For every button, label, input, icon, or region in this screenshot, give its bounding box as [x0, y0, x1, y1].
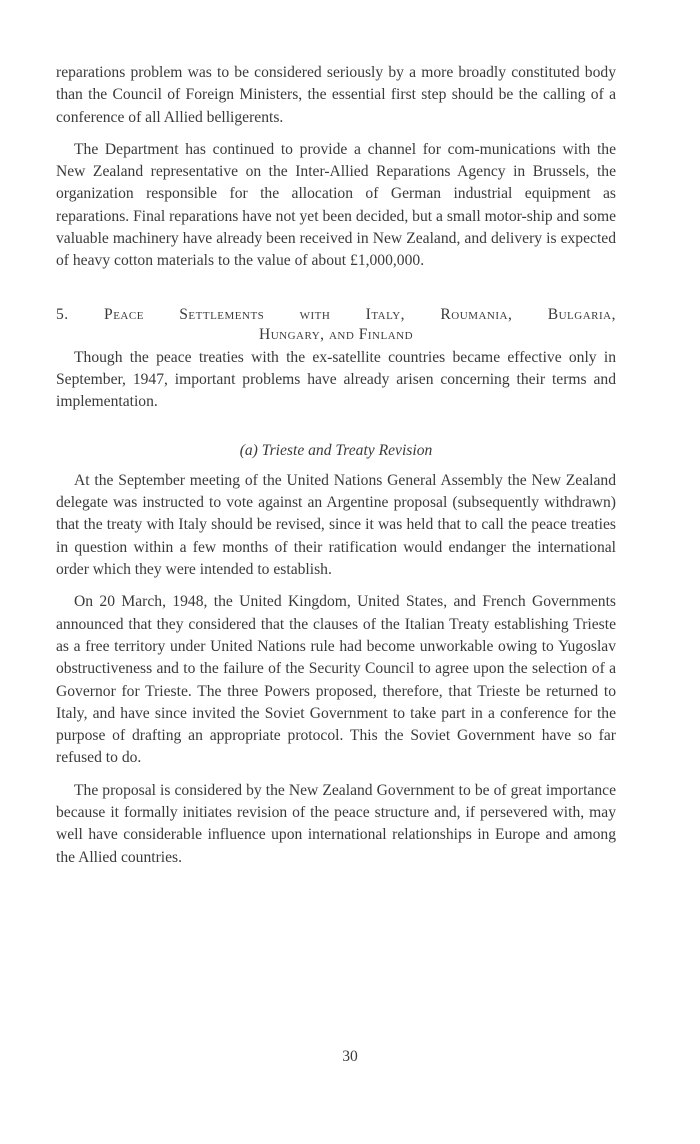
- section-title-line1: Peace Settlements with Italy, Roumania, Bulgaria,: [104, 305, 616, 323]
- section-number: 5.: [56, 305, 69, 323]
- paragraph-reparations-continued: reparations problem was to be considered seriously by a more broadly constituted body than the Council of Foreign Ministers, the essential first step should be the calling of a conference of all Allied belligerents.: [56, 64, 616, 126]
- paragraph-september-meeting: At the September meeting of the United Nations General Assembly the New Zealand delegate was instructed to vote against an Argentine proposal (subsequently withdrawn) that the treaty with Italy should be revised, since it was held that to call the peace treaties in question within a few months of their ratification would endanger the international order which they were intended to establish.: [56, 471, 616, 579]
- subsection-heading: [56, 440, 616, 462]
- paragraph-department-channel: The Department has continued to provide a channel for com-munications with the New Zealand representative on the Inter-Allied Reparations Agency in Brussels, the organization responsible for the allocation of German industrial equipment as reparations. Final reparations have not yet been decided, but a small motor-ship and some valuable machinery have already been received in New Zealand, and delivery is expected of heavy cotton materials to the value of about £1,000,000.: [56, 140, 616, 270]
- subsection-label: (a): [239, 441, 258, 459]
- section-title-line2: Hungary, and Finland: [258, 325, 414, 343]
- paragraph-march-announcement: On 20 March, 1948, the United Kingdom, United States, and French Governments announced that they considered that the clauses of the Italian Treaty establishing Trieste as a free territory under United Nations rule had become unworkable owing to Yugoslav obstructiveness and to the failure of the Security Council to agree upon the selection of a Governor for Trieste. The three Powers proposed, therefore, that Trieste be returned to Italy, and have since invited the Soviet Government to take part in a conference for the purpose of drafting an appropriate protocol. This the Soviet Government have so far refused to do.: [56, 593, 616, 767]
- document-page: [56, 62, 616, 869]
- subsection-title: Trieste and Treaty Revision: [261, 441, 433, 459]
- paragraph-section-intro: Though the peace treaties with the ex-satellite countries became effective only in September, 1947, important problems have already arisen concerning their terms and implementation.: [56, 348, 616, 411]
- page-number: 30: [342, 1048, 358, 1065]
- section-heading: [56, 305, 616, 345]
- paragraph-proposal-importance: The proposal is considered by the New Zealand Government to be of great importance because it formally initiates revision of the peace structure and, if persevered with, may well have considerable influence upon international relationships in Europe and among the Allied countries.: [56, 781, 616, 866]
